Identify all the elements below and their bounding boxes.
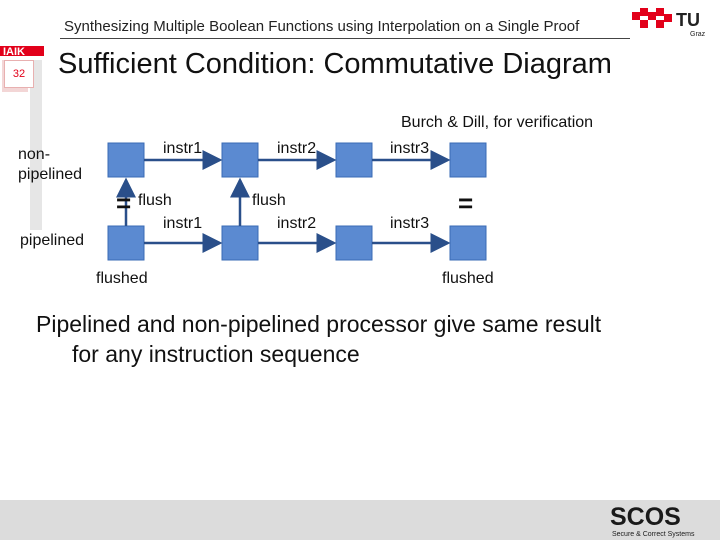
row-label-nonpipelined-line1: non- <box>18 146 51 163</box>
flushed-label-right: flushed <box>442 270 494 287</box>
state-box-bottom-1 <box>108 226 144 260</box>
slide-title: Sufficient Condition: Commutative Diagram <box>58 48 612 80</box>
edge-label-bottom-instr3: instr3 <box>390 215 430 232</box>
tu-logo-text: TU <box>676 10 700 30</box>
body-text-line2: for any instruction sequence <box>72 341 360 367</box>
scos-logo <box>606 500 706 540</box>
tu-logo-subtext: Graz <box>690 31 706 38</box>
scos-logo-text: SCOS <box>610 503 681 531</box>
edge-label-top-instr2: instr2 <box>277 140 317 157</box>
row-label-pipelined: pipelined <box>20 232 85 249</box>
state-box-top-2 <box>222 143 258 177</box>
citation: Burch & Dill, for verification <box>401 114 594 131</box>
edge-label-top-instr1: instr1 <box>163 140 203 157</box>
state-box-bottom-4 <box>450 226 486 260</box>
body-text-line1: Pipelined and non-pipelined processor give same result <box>36 311 602 337</box>
state-box-top-3 <box>336 143 372 177</box>
flushed-label-left: flushed <box>96 270 148 287</box>
edge-label-bottom-instr1: instr1 <box>163 215 203 232</box>
iaik-logo-text: IAIK <box>3 46 25 58</box>
flush-label-1: flush <box>138 192 172 209</box>
edge-label-bottom-instr2: instr2 <box>277 215 317 232</box>
state-box-bottom-2 <box>222 226 258 260</box>
slide-number: 32 <box>4 60 34 88</box>
flush-label-2: flush <box>252 192 286 209</box>
scos-logo-subtext: Secure & Correct Systems <box>612 531 695 538</box>
header-title: Synthesizing Multiple Boolean Functions using Interpolation on a Single Proof <box>64 18 580 35</box>
row-label-nonpipelined-line2: pipelined <box>18 166 83 183</box>
edge-label-top-instr3: instr3 <box>390 140 430 157</box>
state-box-top-1 <box>108 143 144 177</box>
equals-sign-left: = <box>116 188 132 218</box>
state-box-top-4 <box>450 143 486 177</box>
equals-sign-right: = <box>458 188 474 218</box>
state-box-bottom-3 <box>336 226 372 260</box>
